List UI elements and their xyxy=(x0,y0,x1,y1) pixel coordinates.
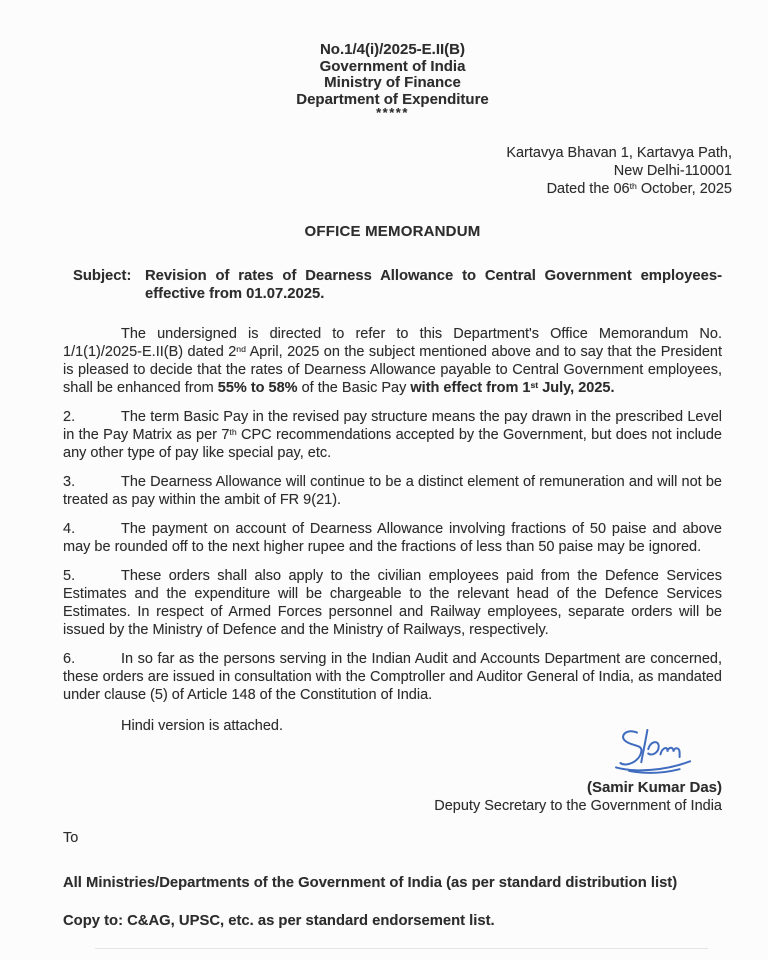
paragraph-number: 5. xyxy=(63,568,76,584)
address-block xyxy=(63,144,732,198)
subject-text xyxy=(145,267,722,303)
paragraph-number: 2. xyxy=(63,409,76,425)
scan-artifact-line xyxy=(95,948,708,949)
address-line-1: Kartavya Bhavan 1, Kartavya Path, xyxy=(506,145,732,161)
copy-to-line: Copy to: C&AG, UPSC, etc. as per standard endorsement list. xyxy=(63,913,495,929)
signatory-name: (Samir Kumar Das) xyxy=(586,779,722,796)
signature-block xyxy=(63,723,722,815)
memo-heading: OFFICE MEMORANDUM xyxy=(304,223,481,240)
paragraph-1: The undersigned is directed to refer to this Department's Office Memorandum No. 1/1(1)/2025-E.II(B) dated 2nd April, 2025 on the subject mentioned above and to say that the President is pleased to decide that the rates of Dearness Allowance payable to Central Government employees, shall be enhanced from 55% to 58% of the Basic Pay with effect from 1st July, 2025. xyxy=(63,326,722,396)
org-line-ministry: Ministry of Finance xyxy=(324,74,461,91)
paragraph-text: The Dearness Allowance will continue to be a distinct element of remuneration and will not be treated as pay within the ambit of FR 9(21). xyxy=(63,474,722,508)
paragraph-number: 6. xyxy=(63,651,76,667)
to-label: To xyxy=(63,830,79,846)
hindi-note: Hindi version is attached. xyxy=(121,718,283,734)
org-line-department: Department of Expenditure xyxy=(296,90,489,108)
paragraph-text: These orders shall also apply to the civilian employees paid from the Defence Services Estimates and the expenditure will be chargeable to the relevant head of the Defence Services Estimates. In respect of Armed Forces personnel and Railway employees, separate orders will be issued by the Ministry of Defence and the Ministry of Railways, respectively. xyxy=(63,568,722,638)
letterhead xyxy=(63,42,722,118)
org-line-government: Government of India xyxy=(319,57,466,75)
paragraph-text: The payment on account of Dearness Allowance involving fractions of 50 paise and above may be rounded off to the next higher rupee and the fractions of less than 50 paise may be ignored. xyxy=(63,521,722,555)
subject-line-1: Revision of rates of Dearness Allowance to Central Government employees- xyxy=(145,268,722,284)
signatory-title: Deputy Secretary to the Government of India xyxy=(434,798,722,814)
distribution-line: All Ministries/Departments of the Government of India (as per standard distribution list) xyxy=(63,875,678,891)
address-line-2: New Delhi-110001 xyxy=(613,163,732,179)
paragraph-number: 4. xyxy=(63,521,76,537)
subject-label: Subject: xyxy=(73,268,132,284)
date-line: Dated the 06th October, 2025 xyxy=(546,181,732,197)
subject-block xyxy=(63,267,722,303)
handwritten-signature-icon xyxy=(600,723,700,777)
stars-separator: ***** xyxy=(376,105,409,120)
subject-line-2: effective from 01.07.2025. xyxy=(145,286,325,302)
paragraph-4 xyxy=(63,520,722,556)
paragraph-number: 3. xyxy=(63,474,76,490)
paragraph-text: In so far as the persons serving in the Indian Audit and Accounts Department are concerned, these orders are issued in consultation with the Comptroller and Auditor General of India, as mandated under clause (5) of Article 148 of the Constitution of India. xyxy=(63,651,722,703)
paragraph-5 xyxy=(63,567,722,639)
paragraph-2 xyxy=(63,408,722,462)
paragraph-3 xyxy=(63,473,722,509)
paragraph-6 xyxy=(63,650,722,704)
paragraph-text: The term Basic Pay in the revised pay structure means the pay drawn in the prescribed Level in the Pay Matrix as per 7th CPC recommendations accepted by the Government, but does not include any other type of pay like special pay, etc. xyxy=(63,409,722,461)
ref-number: No.1/4(i)/2025-E.II(B) xyxy=(319,41,466,58)
